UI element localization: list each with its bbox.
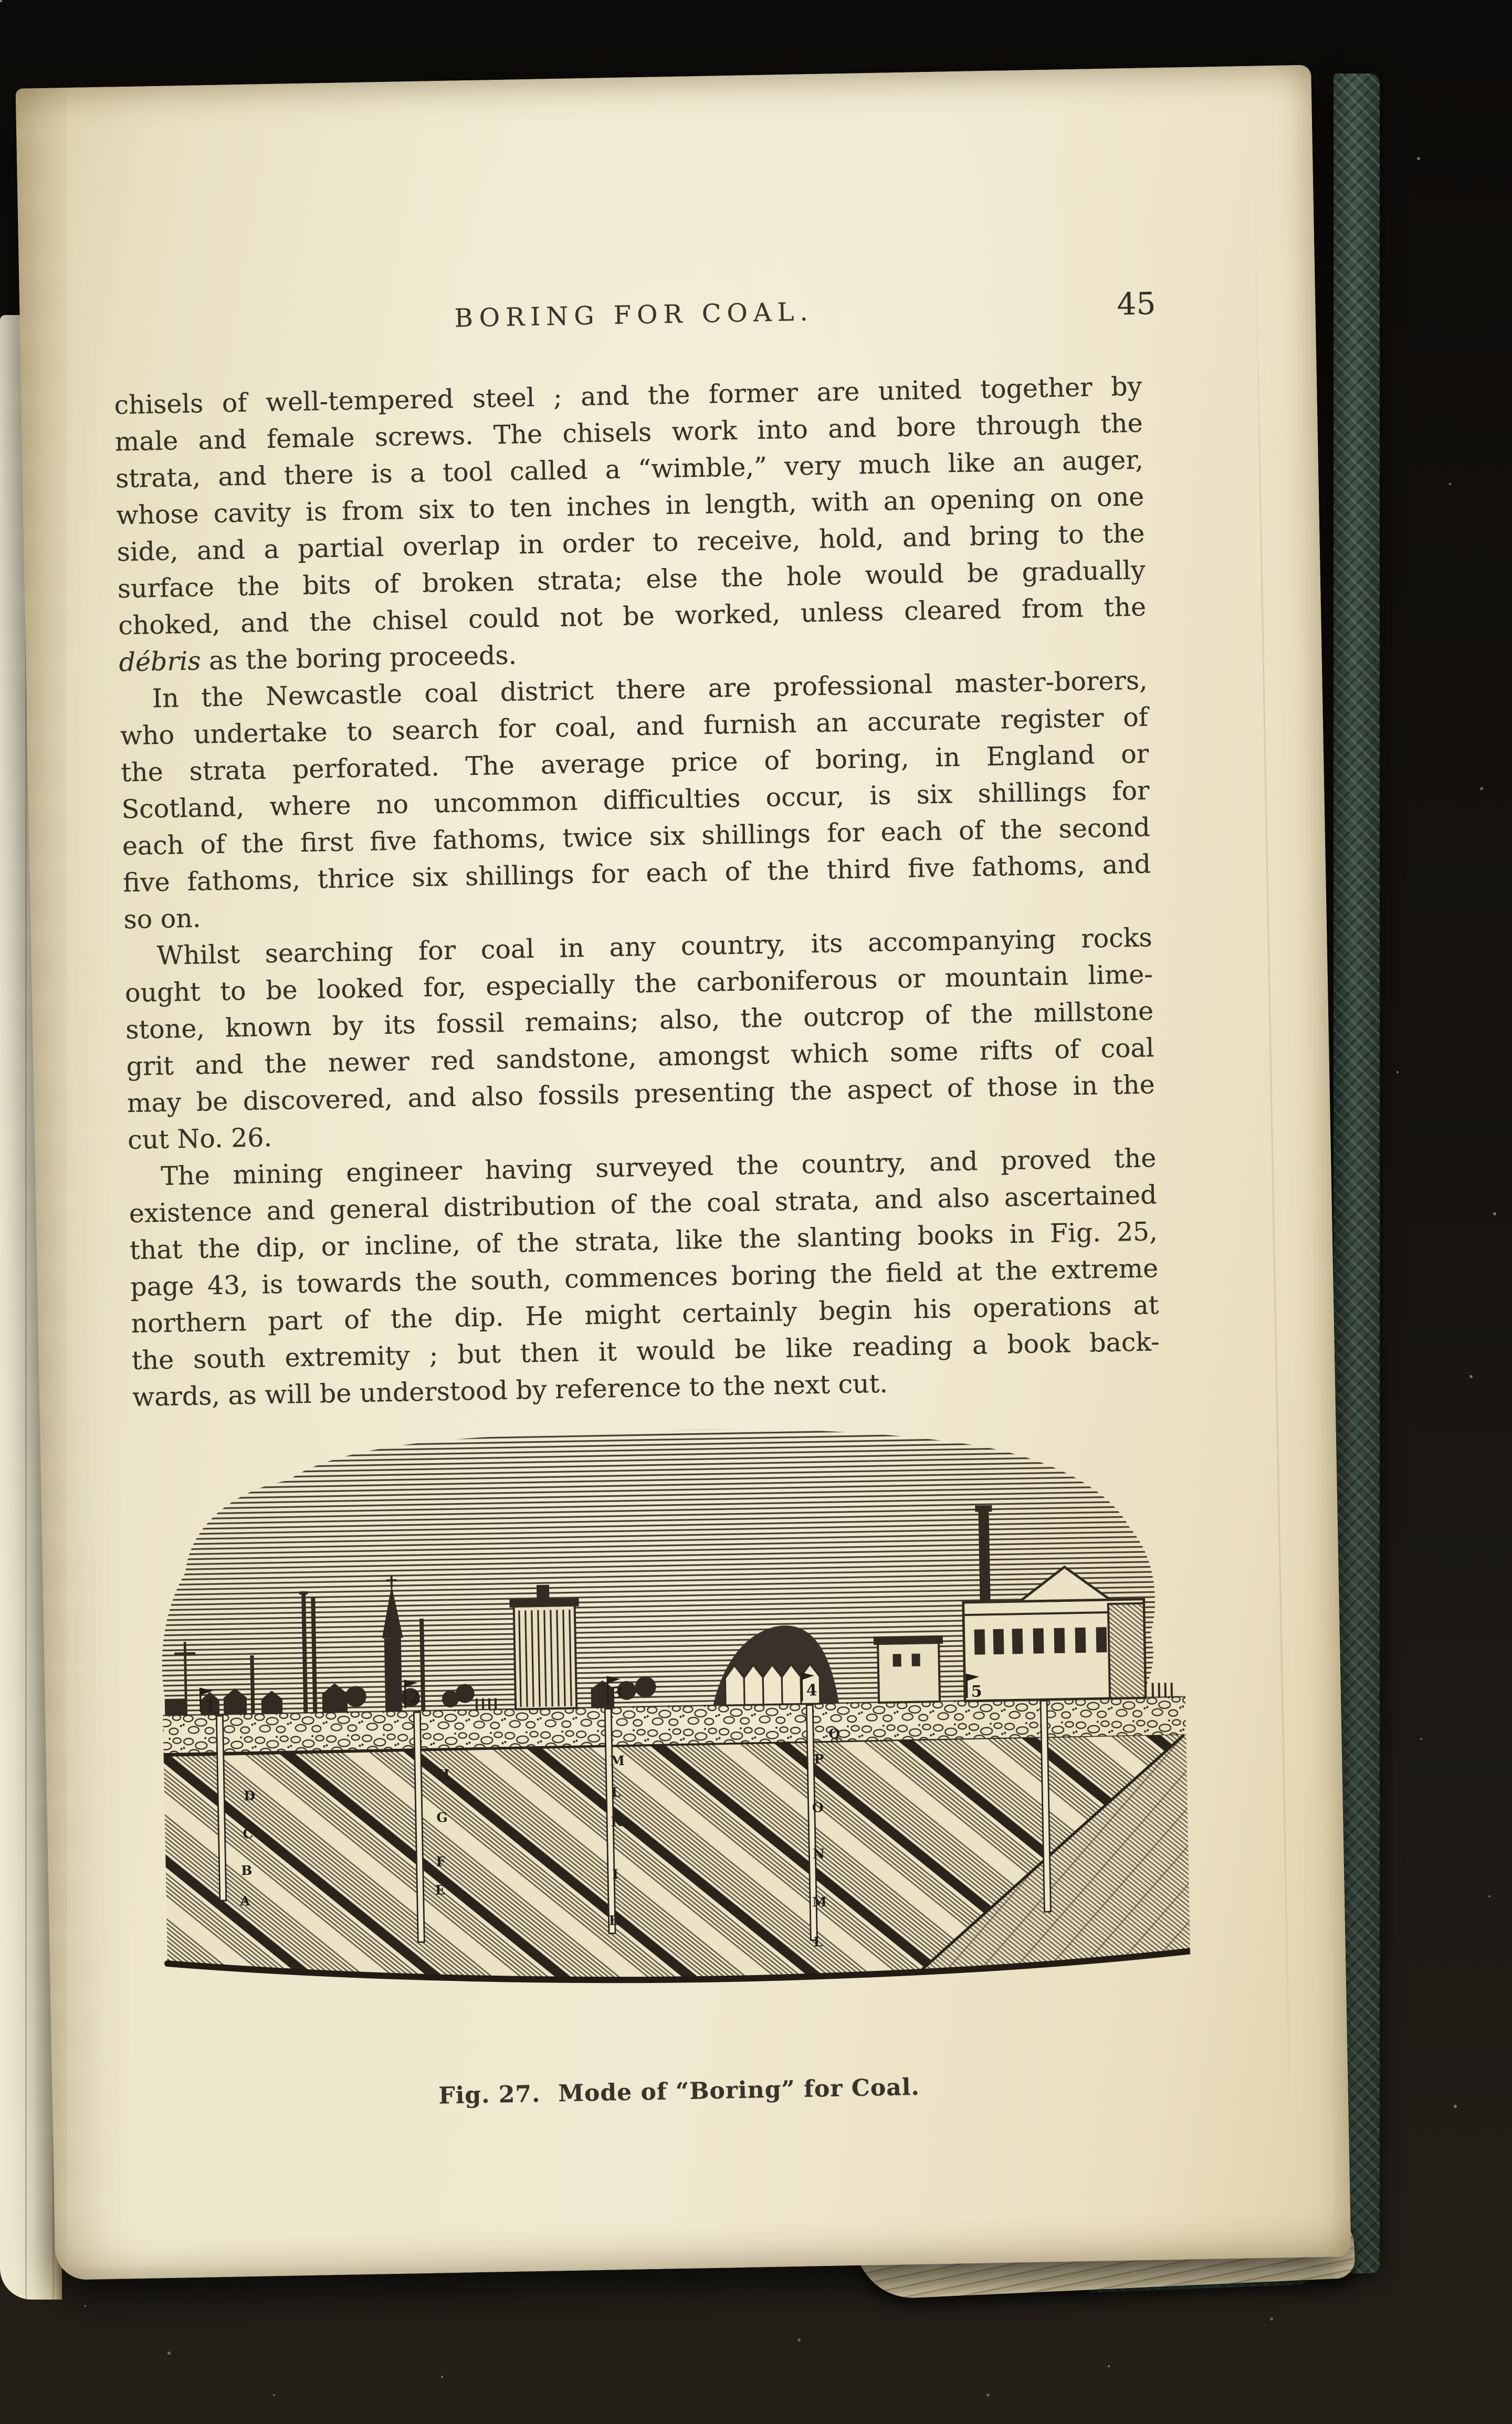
text-line: strata, and there is a tool called a “wimble,” very much like an auger, — [115, 445, 1144, 494]
text-line: grit and the newer red sandstone, amongst which some rifts of coal — [126, 1033, 1154, 1082]
borehole-number: 2 — [409, 1688, 421, 1707]
seam-letter: Q — [828, 1726, 841, 1741]
caption-fig-label: Fig. 27. — [438, 2081, 541, 2110]
signal-crossbar — [174, 1652, 195, 1655]
seam-letter: A — [239, 1893, 250, 1909]
strata — [164, 1735, 1191, 1989]
seam-letter: D — [244, 1788, 256, 1804]
seam-letter: P — [814, 1751, 824, 1767]
seam-letter: M — [610, 1753, 625, 1769]
seam-letter: F — [436, 1854, 446, 1870]
seam-letter: L — [611, 1785, 621, 1800]
seam-letter: L — [813, 1934, 823, 1950]
text-line: northern part of the dip. He might certainly begin his operations at — [131, 1290, 1159, 1339]
text-line: each of the first five fathoms, twice six shillings for each of the second — [122, 812, 1151, 862]
chimney-cap — [299, 1591, 308, 1594]
text-line: The mining engineer having surveyed the country, and proved the — [160, 1143, 1157, 1191]
dust-specks — [0, 0, 2, 2]
running-head-row — [19, 285, 1316, 353]
shed — [165, 1698, 186, 1716]
seam-letter: H — [437, 1767, 450, 1782]
seam-letter: E — [435, 1882, 446, 1898]
text-line: male and female screws. The chisels work into and bore through the — [114, 408, 1143, 457]
borehole-number: 1 — [204, 1696, 216, 1715]
borehole-number: 3 — [612, 1684, 623, 1703]
text-line: page 43, is towards the south, commences boring the field at the extreme — [130, 1253, 1159, 1303]
seam-letter: I — [612, 1866, 619, 1882]
text-line: wards, as will be understood by reference to the next cut. — [132, 1368, 888, 1413]
text-line: may be discovered, and also fossils presenting the aspect of those in the — [127, 1069, 1156, 1119]
text-line: the strata perforated. The average price of boring, in England or — [120, 739, 1149, 788]
seam-letter: B — [240, 1863, 253, 1879]
text-line: choked, and the chisel could not be worked, unless cleared from the — [118, 592, 1147, 641]
seam-letter: N — [812, 1846, 825, 1862]
borehole-number: 4 — [806, 1681, 817, 1700]
church-tower — [384, 1638, 403, 1712]
chimney-cap — [975, 1505, 992, 1512]
seam-letter: H — [608, 1913, 622, 1928]
text-line: In the Newcastle coal district there are professional master-borers, — [152, 665, 1148, 714]
text-line: ought to be looked for, especially the carboniferous or mountain lime- — [124, 959, 1153, 1009]
seam-letter: C — [243, 1825, 254, 1842]
borehole-number: 5 — [971, 1682, 982, 1701]
seam-letter: G — [436, 1810, 448, 1825]
text-line: the south extremity ; but then it would be like reading a book back- — [131, 1327, 1160, 1376]
factory-building — [874, 1635, 944, 1703]
seam-letter: M — [812, 1894, 827, 1910]
text-line: Whilst searching for coal in any country, its accompanying rocks — [156, 922, 1153, 971]
text-line: five fathoms, thrice six shillings for each of the third five fathoms, and — [122, 849, 1151, 898]
text-line: stone, known by its fossil remains; also, the outcrop of the millstone — [125, 996, 1154, 1045]
caption-text: Mode of “Boring” for Coal. — [558, 2073, 920, 2107]
text-line: whose cavity is from six to ten inches in length, with an opening on one — [116, 481, 1144, 531]
tall-chimney — [978, 1509, 990, 1604]
page-heading: BORING FOR COAL. — [454, 297, 814, 333]
figure-27-engraving — [141, 1418, 1191, 1993]
italic-word: débris — [119, 646, 202, 678]
page-number: 45 — [1116, 285, 1156, 322]
text-line: surface the bits of broken strata; else the hole would be gradually — [117, 555, 1146, 604]
body-text — [114, 368, 1161, 1416]
text-line: chisels of well-tempered steel ; and the former are united together by — [114, 371, 1142, 421]
text-line: Scotland, where no uncommon difficulties occur, is six shillings for — [121, 775, 1150, 825]
text-span: as the boring proceeds. — [200, 640, 517, 676]
seam-letter: K — [611, 1814, 623, 1830]
spire-cross — [386, 1579, 397, 1581]
text-line: existence and general distribution of the coal strata, and also ascertained — [129, 1180, 1157, 1229]
figure-caption — [31, 2066, 1327, 2117]
seam-letter: O — [812, 1800, 824, 1816]
text-line: who undertake to search for coal, and furnish an accurate register of — [120, 702, 1149, 751]
boring-for-coal-cut — [141, 1418, 1191, 1993]
factory-colonnade — [509, 1584, 581, 1709]
text-line: that the dip, or incline, of the strata, like the slanting books in Fig. 25, — [129, 1216, 1158, 1266]
text-line: so on. — [123, 903, 201, 935]
text-line: cut No. 26. — [127, 1122, 272, 1156]
text-line: side, and a partial overlap in order to receive, hold, and bring to the — [117, 518, 1145, 568]
fence — [1152, 1683, 1173, 1698]
book-page — [15, 65, 1351, 2280]
